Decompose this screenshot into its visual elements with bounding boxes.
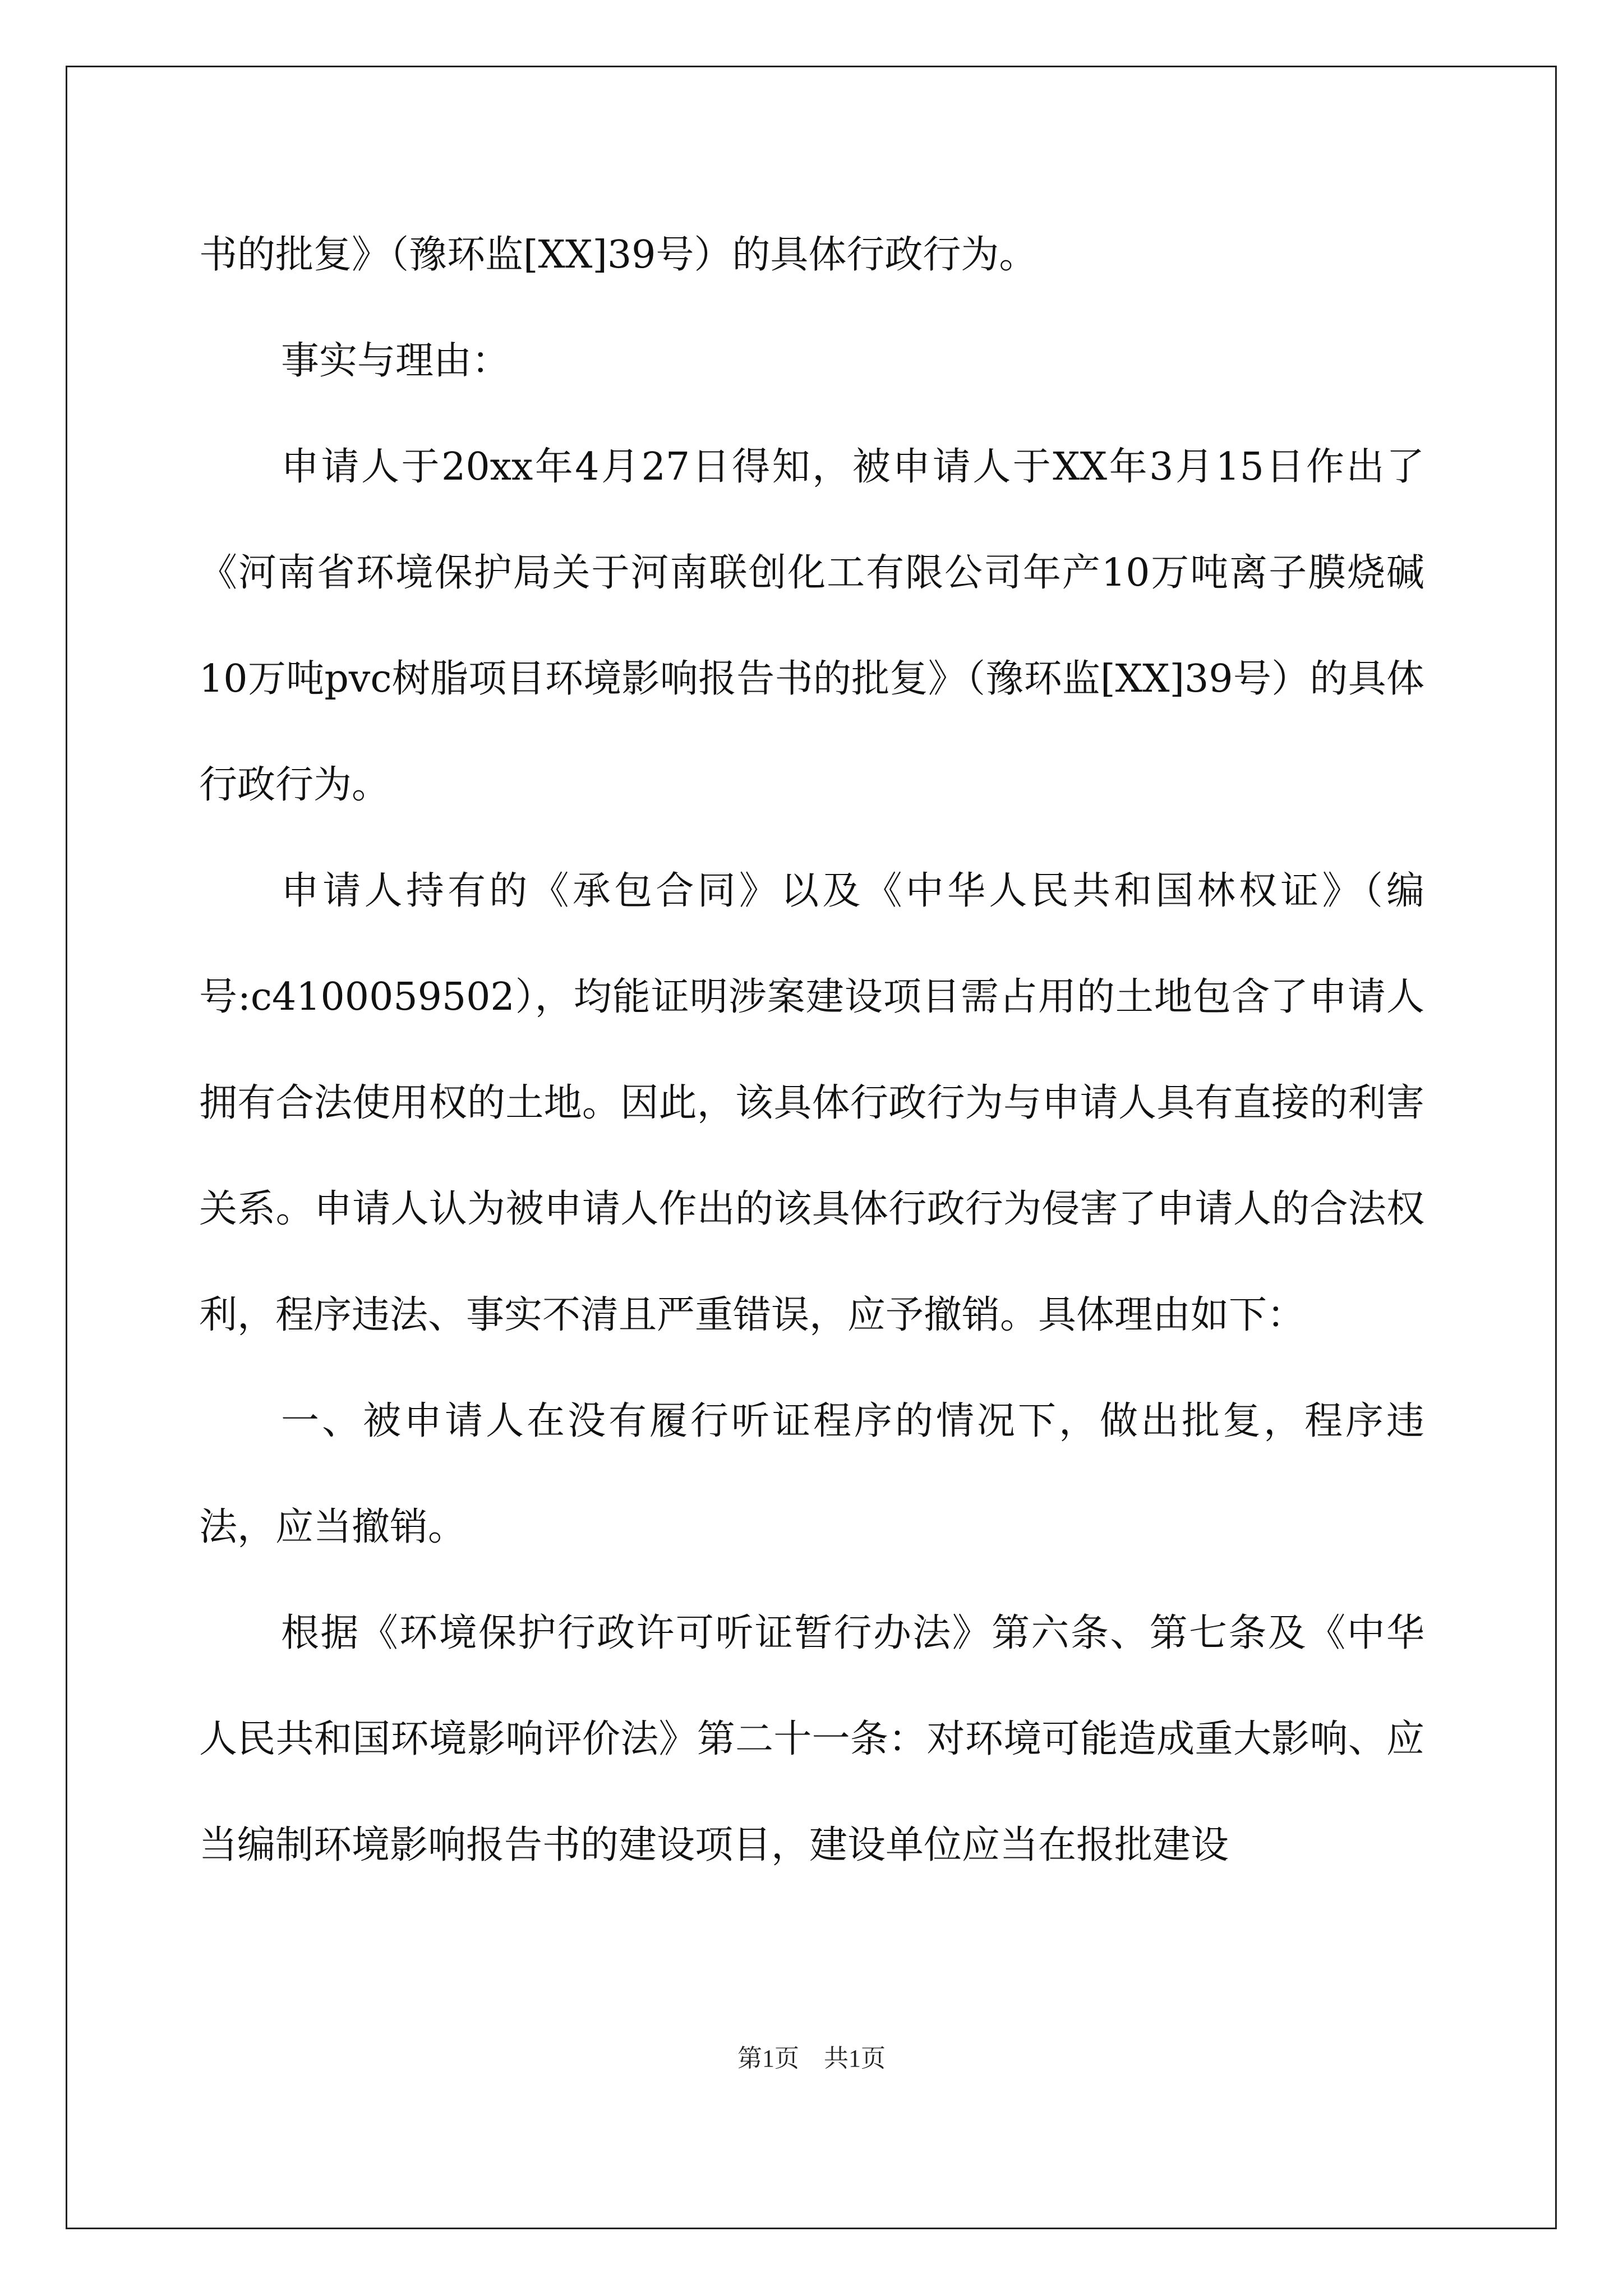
paragraph-3: 申请人于20xx年4月27日得知，被申请人于XX年3月15日作出了《河南省环境保护局关于河南联创化工有限公司年产10万吨离子膜烧碱10万吨pvc树脂项目环境影响报告书的批复》（豫环监[XX]39号）的具体行政行为。 bbox=[199, 445, 1424, 807]
page-number: 第1页 共1页 bbox=[737, 2045, 886, 2072]
paragraph-1: 书的批复》（豫环监[XX]39号）的具体行政行为。 bbox=[199, 233, 1038, 277]
paragraph-4: 申请人持有的《承包合同》以及《中华人民共和国林权证》（编号:c4100059502），均能证明涉案建设项目需占用的土地包含了申请人拥有合法使用权的土地。因此，该具体行政行为与申请人具有直接的利害关系。申请人认为被申请人作出的该具体行政行为侵害了申请人的合法权利，程序违法、事实不清且严重错误，应予撤销。具体理由如下： bbox=[199, 869, 1424, 1337]
paragraph-6: 根据《环境保护行政许可听证暂行办法》第六条、第七条及《中华人民共和国环境影响评价法》第二十一条：对环境可能造成重大影响、应当编制环境影响报告书的建设项目，建设单位应当在报批建设 bbox=[199, 1611, 1424, 1867]
document-body bbox=[199, 202, 1424, 1898]
paragraph-5: 一、被申请人在没有履行听证程序的情况下，做出批复，程序违法，应当撤销。 bbox=[199, 1399, 1424, 1549]
paragraph-2: 事实与理由： bbox=[281, 339, 510, 383]
